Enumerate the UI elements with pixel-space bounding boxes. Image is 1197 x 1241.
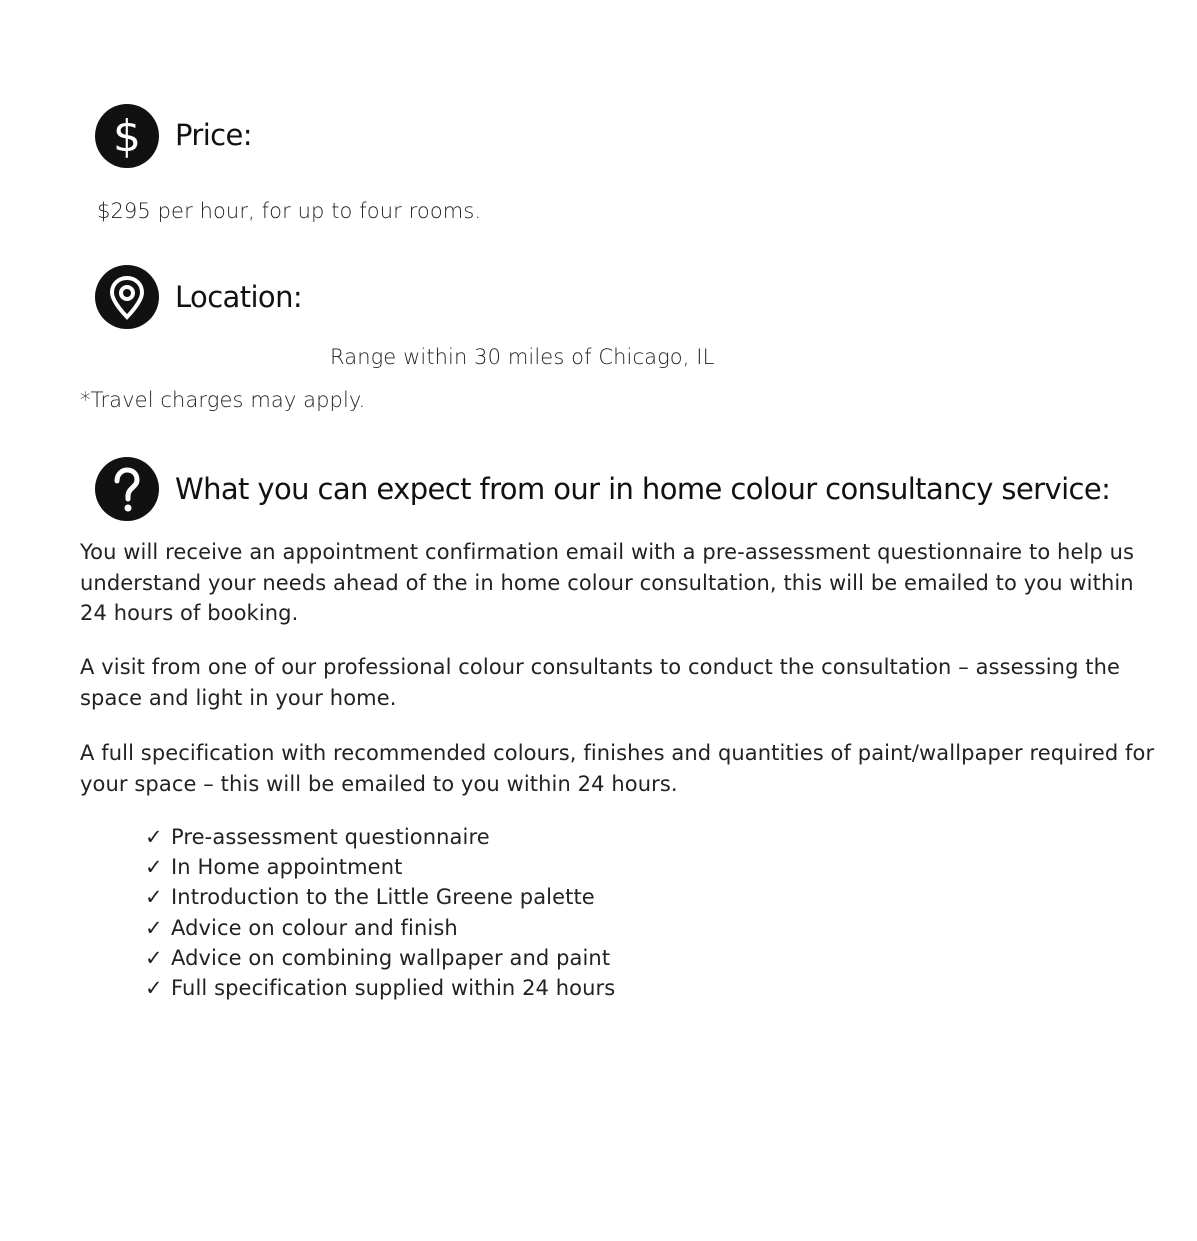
check-icon: ✓ xyxy=(145,855,163,880)
list-item xyxy=(145,943,615,973)
paragraph-specification: A full specification with recommended colours, finishes and quantities of paint/wallpaper required for your space – this will be emailed to you within 24 hours. xyxy=(80,741,1155,796)
service-checklist xyxy=(145,822,615,1003)
price-heading: Price: xyxy=(175,118,252,152)
expect-heading: What you can expect from our in home colour consultancy service: xyxy=(175,472,1111,506)
paragraph-visit: A visit from one of our professional colour consultants to conduct the consultation – assessing the space and light in your home. xyxy=(80,655,1121,710)
check-icon: ✓ xyxy=(145,825,163,849)
list-item xyxy=(145,973,615,1003)
list-item xyxy=(145,913,615,943)
list-item xyxy=(145,822,615,852)
paragraph-confirmation: You will receive an appointment confirmation email with a pre-assessment questionnaire to help us understand your needs ahead of the in home colour consultation, this will be emailed to you within 24 hours of booking. xyxy=(80,540,1135,625)
check-icon: ✓ xyxy=(145,885,163,910)
travel-charges-note: *Travel charges may apply. xyxy=(80,388,366,412)
list-item-text: Advice on combining wallpaper and paint xyxy=(171,945,611,970)
check-icon: ✓ xyxy=(145,915,163,940)
check-icon: ✓ xyxy=(145,945,163,970)
list-item-text: Introduction to the Little Greene palette xyxy=(171,885,595,910)
question-icon xyxy=(95,457,159,521)
list-item-text: Advice on colour and finish xyxy=(171,915,458,940)
location-range: Range within 30 miles of Chicago, IL xyxy=(330,345,715,369)
list-item-text: Pre-assessment questionnaire xyxy=(171,825,490,849)
list-item-text: Full specification supplied within 24 hours xyxy=(171,976,616,1001)
check-icon: ✓ xyxy=(145,976,163,1001)
dollar-icon xyxy=(95,104,159,168)
price-detail: $295 per hour, for up to four rooms. xyxy=(97,199,482,223)
location-pin-icon xyxy=(95,265,159,329)
list-item xyxy=(145,882,615,912)
list-item-text: In Home appointment xyxy=(171,855,403,880)
location-heading: Location: xyxy=(175,280,303,314)
list-item xyxy=(145,852,615,882)
svg-text:$: $ xyxy=(113,111,141,162)
